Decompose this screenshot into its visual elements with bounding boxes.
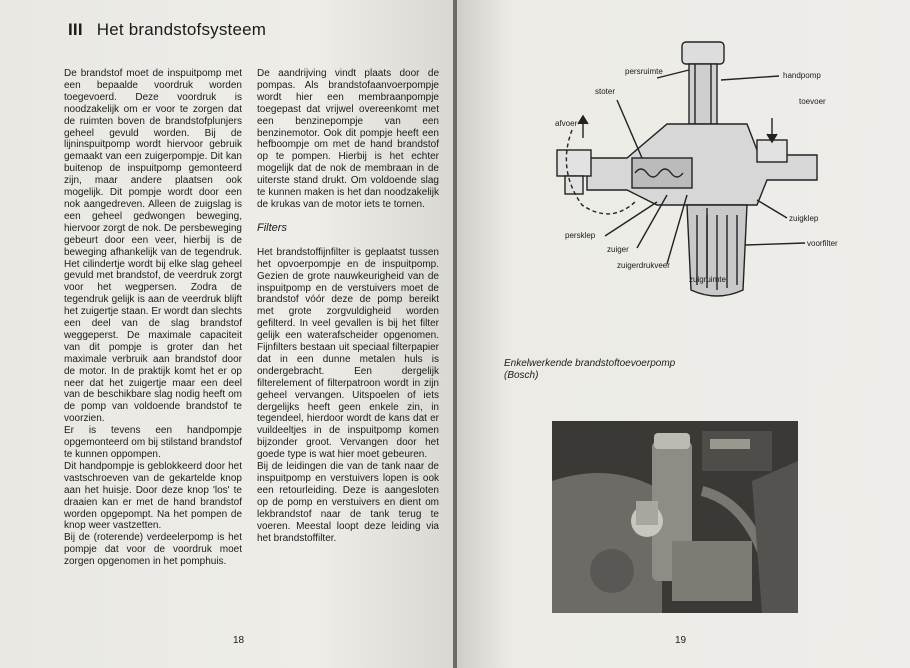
- engine-photo: [552, 421, 798, 613]
- label-toevoer: toevoer: [799, 97, 826, 106]
- chapter-title: Het brandstofsysteem: [96, 20, 267, 39]
- caption-line: (Bosch): [504, 370, 539, 381]
- label-handpomp: handpomp: [783, 71, 821, 80]
- text-column-1: [64, 68, 242, 568]
- label-zuigruimte: zuigruimte: [689, 275, 726, 284]
- diagram-caption: [504, 358, 675, 382]
- chapter-heading: [68, 20, 266, 40]
- label-zuigerdrukveer: zuigerdrukveer: [617, 261, 670, 270]
- page-number: 19: [675, 635, 687, 646]
- label-voorfilter: voorfilter: [807, 239, 838, 248]
- paragraph: De brandstof moet de inspuitpomp met een bepaalde voordruk worden toegevoerd. Deze voordruk is noodzakelijk om er voor te zorgen dat de ruimten boven de brandstofplunjers geheel gevuld worden. Bij de lijninspuitpomp wordt hiervoor gebruik gemaakt van een zuigerpompje. Dit kan buitenop de inspuitpomp gemonteerd zijn, maar andere plaatsen ook mogelijk. Dit pompje wordt door een nok aangedreven. Alleen de zuigslag is een geheel gedwongen beweging, hiervoor zorgt de nok. De persbeweging gebeurt door een veer, hierbij is de beweging afhankelijk van de tegendruk. Het cilindertje wordt bij elke slag geheel gevuld met brandstof, de veerdruk zorgt voor het wegpersen. Zodra de tegendruk gelijk is aan de veerdruk blijft het zuigertje staan. Er wordt dan slechts een deel van de slag brandstof weggeperst. De maximale capaciteit van dit pompje is groter dan het maximale verbruik aan brandstof door de motor. In de praktijk komt het er op neer dat het zuigertje maar een deel van de beschikbare slag nodig heeft om de pomp van voldoende brandstof te voorzien.: [64, 68, 242, 425]
- label-persklep: persklep: [565, 231, 596, 240]
- engine-photo-graphic: [552, 421, 798, 613]
- paragraph: Dit handpompje is geblokkeerd door het vastschroeven van de gekartelde knop aan het huisje. Door deze knop 'los' te draaien kan er met de hand brandstof worden opgepompt. Na het pompen de knop weer vastzetten.: [64, 460, 242, 532]
- label-stoter: stoter: [595, 87, 616, 96]
- paragraph: Het brandstoffijnfilter is geplaatst tussen het opvoerpompje en de inspuitpomp. Gezien de grote nauwkeurigheid van de inspuitpomp en de verstuivers moet de brandstof vóór deze de pomp bereikt met grote zorgvuldigheid worden gefilterd. In veel gevallen is bij het filter gelijk een waterafscheider opgenomen. Fijnfilters bestaan uit speciaal filterpapier dat in een dunne metalen huls is ondergebracht. Een dergelijk filterelement of filterpatroon wordt in zijn geheel vervangen. Uitspoelen of iets dergelijks heeft geen enkele zin, in tegendeel, hierdoor wordt de kans dat er vuildeeltjes in de inspuitpomp komen bijzonder groot. Vervangen door het goede type is wat hier moet gebeuren.: [257, 246, 439, 461]
- label-zuigklep: zuigklep: [789, 214, 819, 223]
- caption-line: Enkelwerkende brandstoftoevoerpomp: [504, 358, 676, 369]
- page-number: 18: [233, 635, 245, 646]
- label-zuiger: zuiger: [607, 245, 629, 254]
- text-column-2: [257, 68, 439, 544]
- paragraph: De aandrijving vindt plaats door de pompas. Als brandstofaanvoerpompje wordt hier een membraanpompje toegepast dat vrijwel overeenkomt met een benzinepompje van een benzinemotor. Ook dit pompje heeft een hefboompje om met de hand brandstof op te pompen. Hierbij is het echter mogelijk dat de nok de membraan in de uiterste stand drukt. Om voldoende slag te kunnen maken is het dan noodzakelijk de krukas van de motor iets te tornen.: [257, 68, 439, 210]
- left-page: [0, 0, 453, 668]
- section-heading: Filters: [257, 221, 287, 234]
- paragraph: Er is tevens een handpompje opgemonteerd om bij stilstand brandstof te kunnen oppompen.: [64, 425, 242, 460]
- right-page: [457, 0, 910, 668]
- paragraph: Bij de leidingen die van de tank naar de inspuitpomp en verstuivers lopen is ook een retourleiding. Deze is aangesloten op de pomp en verstuivers en dient om lekbrandstof naar de tank terug te voeren. Meestal loopt deze leiding via het brandstoffilter.: [257, 461, 439, 544]
- fuel-pump-diagram: [517, 30, 897, 310]
- paragraph: Bij de (roterende) verdeelerpomp is het pompje dat voor de voordruk moet zorgen opgenomen in het pomphuis.: [64, 532, 242, 568]
- label-persruimte: persruimte: [625, 67, 663, 76]
- chapter-number: III: [68, 20, 83, 39]
- label-afvoer: afvoer: [555, 119, 578, 128]
